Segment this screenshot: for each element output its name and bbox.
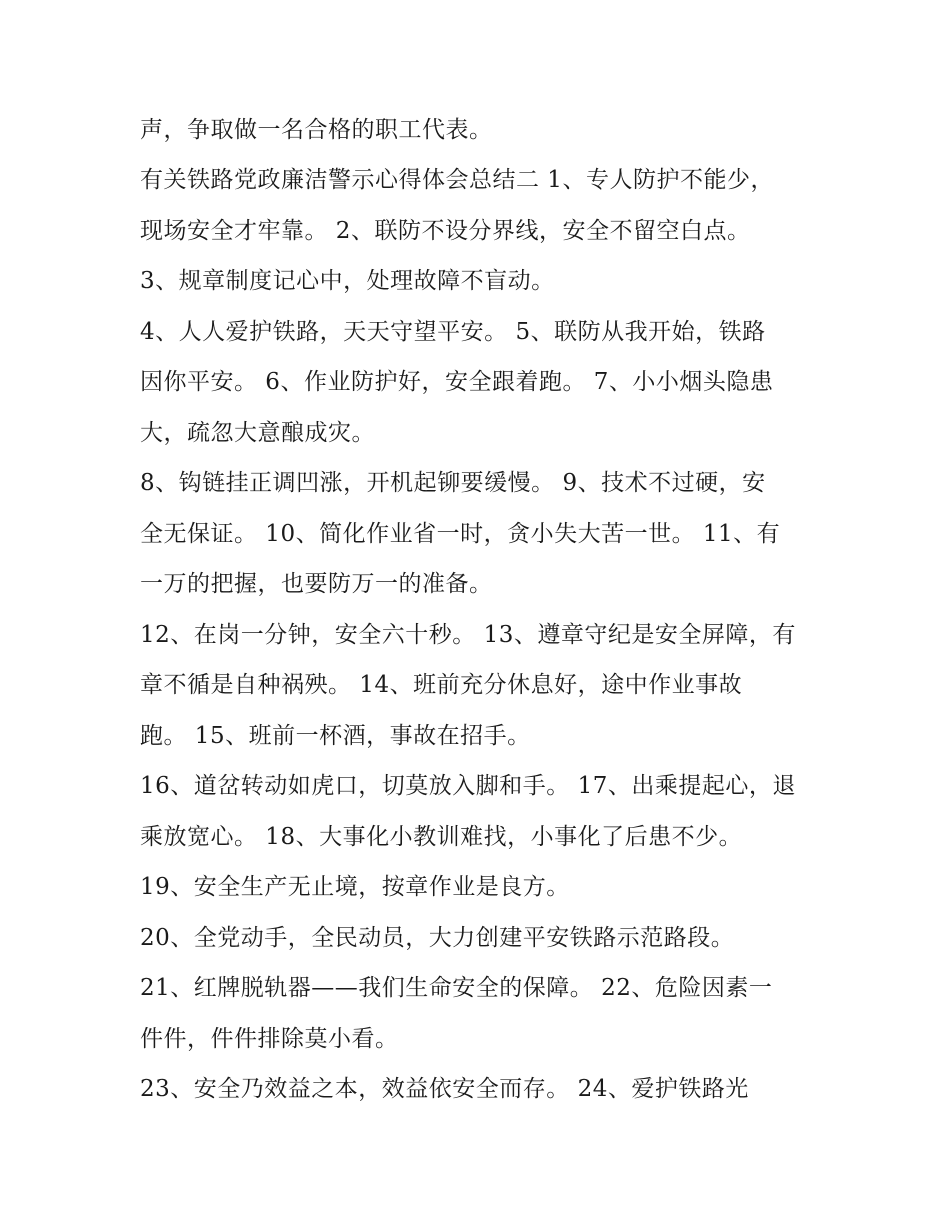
text-line: 12、在岗一分钟，安全六十秒。 13、遵章守纪是安全屏障，有	[140, 622, 796, 648]
text-line: 声，争取做一名合格的职工代表。	[140, 117, 493, 143]
text-line: 件件，件件排除莫小看。	[140, 1026, 399, 1052]
text-line: 乘放宽心。 18、大事化小教训难找，小事化了后患不少。	[140, 824, 743, 850]
text-line: 有关铁路党政廉洁警示心得体会总结二 1、专人防护不能少，	[140, 167, 774, 193]
text-line: 因你平安。 6、作业防护好，安全跟着跑。 7、小小烟头隐患	[140, 369, 774, 395]
text-line: 全无保证。 10、简化作业省一时，贪小失大苦一世。 11、有	[140, 521, 781, 547]
text-line: 一万的把握，也要防万一的准备。	[140, 571, 493, 597]
text-line: 16、道岔转动如虎口，切莫放入脚和手。 17、出乘提起心，退	[140, 773, 796, 799]
text-line: 4、人人爱护铁路，天天守望平安。 5、联防从我开始，铁路	[140, 319, 766, 345]
text-line: 跑。 15、班前一杯酒，事故在招手。	[140, 723, 531, 749]
text-line: 8、钩链挂正调凹涨，开机起铆要缓慢。 9、技术不过硬，安	[140, 470, 766, 496]
text-line: 章不循是自种祸殃。 14、班前充分休息好，途中作业事故	[140, 672, 743, 698]
text-line: 23、安全乃效益之本，效益依安全而存。 24、爱护铁路光	[140, 1076, 749, 1102]
text-line: 20、全党动手，全民动员，大力创建平安铁路示范路段。	[140, 925, 735, 951]
text-line: 现场安全才牢靠。 2、联防不设分界线，安全不留空白点。	[140, 218, 751, 244]
text-line: 21、红牌脱轨器——我们生命安全的保障。 22、危险因素一	[140, 975, 773, 1001]
text-line: 19、安全生产无止境，按章作业是良方。	[140, 874, 570, 900]
text-line: 3、规章制度记心中，处理故障不盲动。	[140, 268, 555, 294]
text-line: 大，疏忽大意酿成灾。	[140, 420, 375, 446]
